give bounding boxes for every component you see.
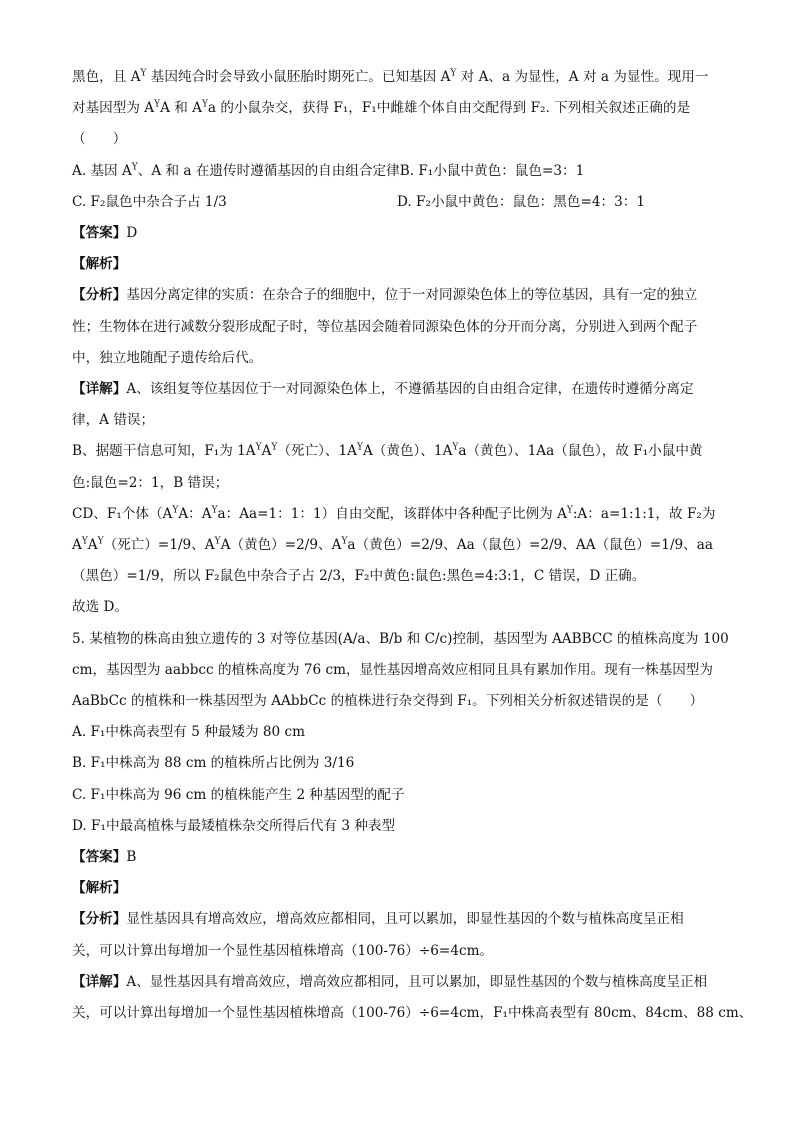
q5-answer (72, 842, 737, 873)
fenxi-label: 【分析】 (72, 911, 127, 928)
analysis-label: 【解析】 (72, 880, 127, 897)
q4-option-b: B. F₁小鼠中黄色：鼠色=3：1 (399, 162, 585, 179)
xiangjie-label: 【详解】 (72, 973, 127, 990)
q4-fenxi-line-3: 中，独立地随配子遗传给后代。 (72, 349, 263, 366)
q5-stem-line-3: AaBbCc 的植株和一株基因型为 AAbbCc 的植株进行杂交得到 F₁。下列相关分析叙述错误的是（ ） (72, 693, 704, 710)
q5-xiangjie-line-2: 关，可以计算出每增加一个显性基因植株增高（100-76）÷6=4cm，F₁中株高表型有 80cm、84cm、88 cm、 (72, 1005, 753, 1022)
q4-option-d: D. F₂小鼠中黄色：鼠色：黑色=4：3：1 (397, 193, 645, 210)
q5-stem-line-2: cm，基因型为 aabbcc 的植株高度为 76 cm，显性基因增高效应相同且具有累加作用。现有一株基因型为 (72, 661, 713, 678)
document-page (72, 62, 753, 1029)
answer-label: 【答案】 (72, 849, 127, 866)
q4-answer (72, 218, 737, 249)
analysis-label: 【解析】 (72, 256, 127, 273)
q4-xiangjie-line-7: （黑色）=1/9，所以 F₂鼠色中杂合子占 2/3，F₂中黄色:鼠色:黑色=4:3:1，C 错误，D 正确。 (72, 568, 646, 585)
q4-option-a-b (72, 156, 737, 187)
q4-option-c-d (72, 187, 737, 218)
answer-value: D (126, 225, 138, 242)
q5-analysis-heading (72, 873, 737, 904)
q4-xiangjie-line-5: CD、F₁个体（$A^YA$：$A^Ya$：Aa=1：1：1）自由交配，该群体中各种配子比例为 $A^Y:A$：a=1:1:1，故 F₂为 (72, 505, 716, 522)
q4-xiangjie-line-6: $A^YA^Y$（死亡）=1/9、$A^YA$（黄色）=2/9、$A^Ya$（黄色）=2/9、Aa（鼠色）=2/9、AA（鼠色）=1/9、aa (72, 536, 713, 554)
answer-value: B (126, 849, 137, 866)
xiangjie-text: A、该组复等位基因位于一对同源染色体上，不遵循基因的自由组合定律，在遗传时遵循分离定 (126, 381, 694, 398)
q4-option-c: C. F₂鼠色中杂合子占 1/3 (72, 193, 227, 210)
q5-option-c: C. F₁中株高为 96 cm 的植株能产生 2 种基因型的配子 (72, 786, 405, 803)
q4-stem-line-2: 对基因型为 $A^YA$ 和 $A^Ya$ 的小鼠杂交，获得 F₁，F₁中雌雄个体自由交配得到 F₂. 下列相关叙述正确的是 (72, 99, 691, 117)
q4-stem-line-3: （ ） (72, 131, 127, 148)
q5-xiangjie-line-1 (72, 967, 737, 998)
q5-option-b: B. F₁中株高为 88 cm 的植株所占比例为 3/16 (72, 755, 355, 772)
fenxi-label: 【分析】 (72, 287, 127, 304)
q5-option-a: A. F₁中株高表型有 5 种最矮为 80 cm (72, 724, 306, 741)
q4-fenxi-line-2: 性；生物体在进行减数分裂形成配子时，等位基因会随着同源染色体的分开而分离，分别进入到两个配子 (72, 318, 698, 335)
q4-fenxi-line-1 (72, 280, 737, 311)
q5-stem-line-1: 5. 某植物的株高由独立遗传的 3 对等位基因(A/a、B/b 和 C/c)控制，基因型为 AABBCC 的植株高度为 100 (72, 630, 729, 647)
xiangjie-label: 【详解】 (72, 381, 127, 398)
q4-option-a: A. 基因 $A^Y$、A 和 a 在遗传时遵循基因的自由组合定律 (72, 162, 400, 179)
q4-stem-line-1: 黑色，且 $A^Y$ 基因纯合时会导致小鼠胚胎时期死亡。已知基因 $A^Y$ 对 A、a 为显性，A 对 a 为显性。现用一 (72, 68, 709, 85)
q5-option-d: D. F₁中最高植株与最矮植株杂交所得后代有 3 种表型 (72, 817, 396, 834)
q4-xiangjie-line-1 (72, 374, 737, 405)
q5-fenxi-line-1 (72, 904, 737, 935)
q4-xiangjie-line-8: 故选 D。 (72, 599, 129, 616)
answer-label: 【答案】 (72, 225, 127, 242)
fenxi-text: 显性基因具有增高效应，增高效应都相同，且可以累加，即显性基因的个数与植株高度呈正相 (126, 911, 684, 928)
q4-xiangjie-line-2: 律，A 错误； (72, 412, 155, 429)
xiangjie-text: A、显性基因具有增高效应，增高效应都相同，且可以累加，即显性基因的个数与植株高度呈正相 (126, 973, 708, 990)
q4-analysis-heading (72, 249, 737, 280)
q4-xiangjie-line-3: B、据题干信息可知，F₁为 $1A^YA^Y$（死亡）、$1A^YA$（黄色）、$1A^Ya$（黄色）、1Aa（鼠色），故 F₁小鼠中黄 (72, 442, 703, 460)
q4-xiangjie-line-4: 色:鼠色=2：1，B 错误； (72, 474, 229, 491)
fenxi-text: 基因分离定律的实质：在杂合子的细胞中，位于一对同源染色体上的等位基因，具有一定的独立 (126, 287, 698, 304)
q5-fenxi-line-2: 关，可以计算出每增加一个显性基因植株增高（100-76）÷6=4cm。 (72, 942, 494, 959)
